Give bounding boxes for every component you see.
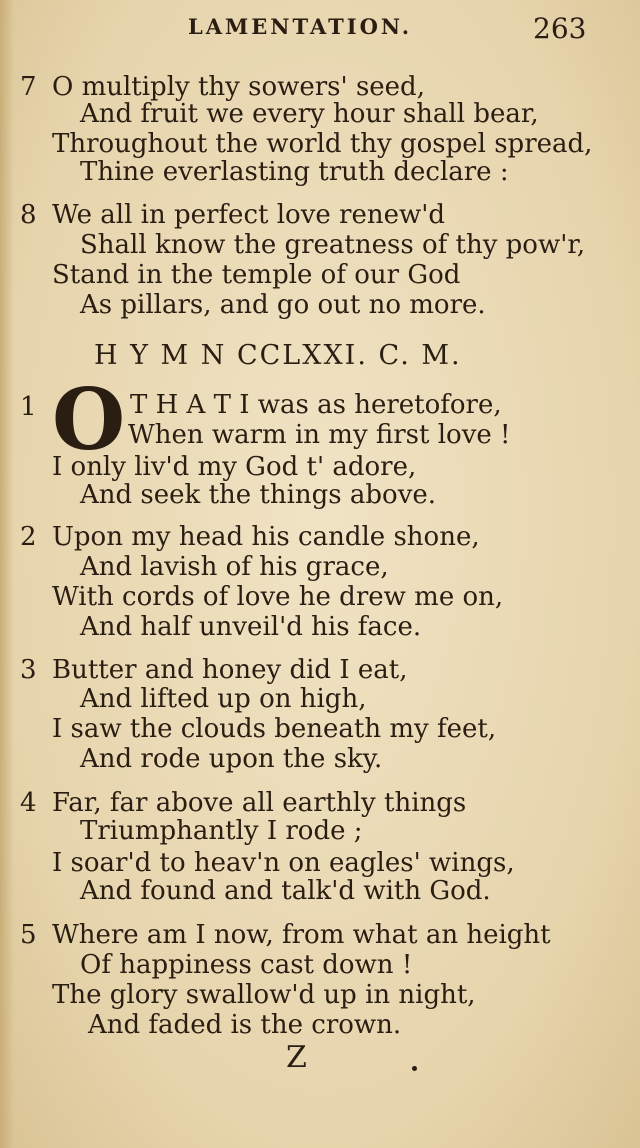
verse-line: I saw the clouds beneath my feet, [52, 714, 497, 744]
verse-line: And faded is the crown. [88, 1010, 402, 1040]
verse-line: As pillars, and go out no more. [80, 290, 486, 320]
verse-number: 3 [20, 655, 37, 685]
signature-mark: Z [286, 1040, 307, 1075]
verse-line: I soar'd to heav'n on eagles' wings, [52, 848, 515, 878]
verse-line: Butter and honey did I eat, [52, 655, 408, 685]
verse-line: O multiply thy sowers' seed, [52, 72, 425, 102]
verse-line: T H A T I was as heretofore, [130, 390, 502, 420]
verse-line: And lifted up on high, [80, 684, 367, 714]
verse-line: Where am I now, from what an height [52, 920, 551, 950]
hymn-title: H Y M N CCLXXI. C. M. [94, 340, 462, 371]
verse-line: And lavish of his grace, [80, 552, 389, 582]
verse-line: Throughout the world thy gospel spread, [52, 129, 593, 159]
verse-number: 2 [20, 522, 37, 552]
verse-line: We all in perfect love renew'd [52, 200, 446, 230]
verse-number: 1 [20, 392, 37, 422]
verse-number: 7 [20, 72, 37, 102]
verse-line: And seek the things above. [80, 480, 437, 510]
verse-number: 5 [20, 920, 37, 950]
verse-line: The glory swallow'd up in night, [52, 980, 476, 1010]
verse-line: Thine everlasting truth declare : [80, 157, 509, 187]
page-number: 263 [533, 12, 587, 45]
verse-line: When warm in my first love ! [128, 420, 511, 450]
verse-line: And found and talk'd with God. [80, 876, 491, 906]
verse-line: Of happiness cast down ! [80, 950, 413, 980]
running-head: LAMENTATION. [188, 14, 413, 39]
verse-line: With cords of love he drew me on, [52, 582, 504, 612]
verse-line: I only liv'd my God t' adore, [52, 452, 417, 482]
verse-line: And rode upon the sky. [80, 744, 383, 774]
verse-line: Upon my head his candle shone, [52, 522, 480, 552]
verse-line: Shall know the greatness of thy pow'r, [80, 230, 586, 260]
drop-cap: O [52, 370, 126, 469]
verse-number: 4 [20, 788, 37, 818]
verse-line: And half unveil'd his face. [80, 612, 422, 642]
verse-line: And fruit we every hour shall bear, [80, 99, 539, 129]
page-gutter-shadow [0, 0, 14, 1148]
ink-speck [412, 1066, 417, 1071]
verse-line: Far, far above all earthly things [52, 788, 467, 818]
verse-line: Triumphantly I rode ; [80, 816, 363, 846]
verse-number: 8 [20, 200, 37, 230]
verse-line: Stand in the temple of our God [52, 260, 461, 290]
